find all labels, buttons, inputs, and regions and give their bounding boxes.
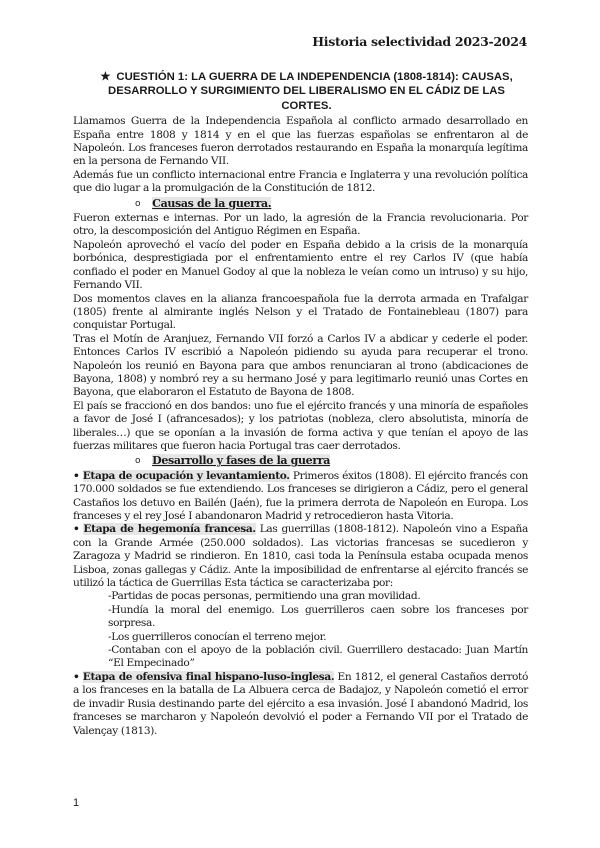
stage-heading: Etapa de ocupación y levantamiento. <box>82 469 290 482</box>
list-item: -Los guerrilleros conocían el terreno mejor. <box>108 630 327 643</box>
causes-paragraph: Fueron externas e internas. Por un lado, la agresión de la Francia revolucionaria. Por otro, la descomposición del Antiguo Régimen en España. <box>73 212 528 238</box>
page-header: Historia selectividad 2023-2024 <box>312 34 527 49</box>
stage-bullet-icon: • <box>73 670 80 683</box>
question-title-text: CUESTIÓN 1: LA GUERRA DE LA INDEPENDENCIA (1808-1814): CAUSAS, DESARROLLO Y SURGIMIENTO DEL LIBERALISMO EN EL CÁDIZ DE LAS CORTES. <box>108 71 513 112</box>
causes-paragraph: Dos momentos claves en la alianza francoespañola fue la derrota armada en Trafalgar (1805) frente al almirante inglés Nelson y el Tratado de Fontainebleau (1807) para conquistar Portugal. <box>73 292 528 332</box>
list-item: -Partidas de pocas personas, permitiendo una gran movilidad. <box>108 590 421 603</box>
stage-heading: Etapa de hegemonía francesa. <box>83 523 256 536</box>
star-icon: ★ <box>100 71 111 83</box>
list-item: -Contaban con el apoyo de la población civil. Guerrillero destacado: Juan Martín “El Empecinado” <box>108 644 528 670</box>
stage-bullet-icon: • <box>73 523 80 536</box>
stage-heading: Etapa de ofensiva final hispano-luso-inglesa. <box>82 670 335 683</box>
causes-paragraph: El país se fraccionó en dos bandos: uno fue el ejército francés y una minoría de españoles a favor de José I (afrancesados); y los patriotas (nobleza, clero absolutista, minoría de liberales…) que se oponían a la invasión de forma activa y que tenían el apoyo de las fuerzas militares que fueron hacia Portugal tras caer derrotados. <box>73 399 528 452</box>
stage-paragraph <box>73 671 528 738</box>
intro-paragraph: Además fue un conflicto internacional entre Francia e Inglaterra y una revolución política que dio lugar a la promulgación de la Constitución de 1812. <box>73 168 528 195</box>
section-heading-text: Causas de la guerra. <box>152 196 272 210</box>
intro-paragraph: Llamamos Guerra de la Independencia Española al conflicto armado desarrollado en España entre 1808 y 1814 y en el que las fuerzas españolas se enfrentaron al de Napoleón. Los franceses fueron derrotados restaurando en España la monarquía legítima en la persona de Fernando VII. <box>73 115 528 168</box>
page-number: 1 <box>73 797 80 809</box>
guerrilla-traits-list <box>73 590 528 670</box>
circle-bullet-icon: o <box>135 198 141 209</box>
stage-text: Primeros éxitos (1808). El ejército francés con 170.000 soldados se fue extendiendo. Los franceses se dirigieron a Cádiz, pero el general Castaños los detuvo en Bailén (Jaén), fue la primera derrota de Napoleón en Europa. Los franceses y el rey José I abandonaron Madrid y retrocedieron hasta Vitoria. <box>73 469 528 522</box>
stage-text: Las guerrillas (1808-1812). Napoleón vino a España con la Grande Armée (250.000 soldados). Las victorias francesas se sucedieron y Zaragoza y Madrid se rindieron. En 1810, casi toda la Península estaba ocupada menos Lisboa, zonas gallegas y Cádiz. Ante la imposibilidad de enfrentarse al ejército francés se utilizó la táctica de Guerrillas Esta táctica se caracterizaba por: <box>73 523 528 590</box>
causes-paragraph: Tras el Motín de Aranjuez, Fernando VII forzó a Carlos IV a abdicar y cederle el poder. Entonces Carlos IV escribió a Napoleón pidiendo su ayuda para recuperar el trono. Napoleón los reunió en Bayona para que ambos renunciaran al trono (abdicaciones de Bayona, 1808) y nombró rey a su hermano José y para legitimarlo reunió unas Cortes en Bayona, que elaboraron el Estatuto de Bayona de 1808. <box>73 332 528 399</box>
list-item: -Hundía la moral del enemigo. Los guerrilleros caen sobre los franceses por sorpresa. <box>108 603 528 630</box>
section-heading-causes <box>73 197 528 211</box>
section-heading-development <box>73 454 528 468</box>
document-body <box>73 70 528 738</box>
stage-paragraph <box>73 470 528 524</box>
section-heading-text: Desarrollo y fases de la guerra <box>152 454 330 468</box>
question-title <box>73 70 528 113</box>
stage-paragraph <box>73 523 528 590</box>
causes-paragraph: Napoleón aprovechó el vacío del poder en España debido a la crisis de la monarquía borbónica, desprestigiada por el enfrentamiento entre el rey Carlos IV (que había confiado el poder en Manuel Godoy al que la nobleza le veían como un intruso) y su hijo, Fernando VII. <box>73 238 528 292</box>
stage-text: En 1812, el general Castaños derrotó a los franceses en la batalla de La Albuera cerca de Badajoz, y Napoleón cometió el error de invadir Rusia destinando parte del ejército a esa invasión. José I abandonó Madrid, los franceses se marcharon y Napoleón devolvió el poder a Fernando VII por el Tratado de Valençay (1813). <box>73 670 528 737</box>
circle-bullet-icon: o <box>135 456 141 467</box>
stage-bullet-icon: • <box>73 469 80 482</box>
